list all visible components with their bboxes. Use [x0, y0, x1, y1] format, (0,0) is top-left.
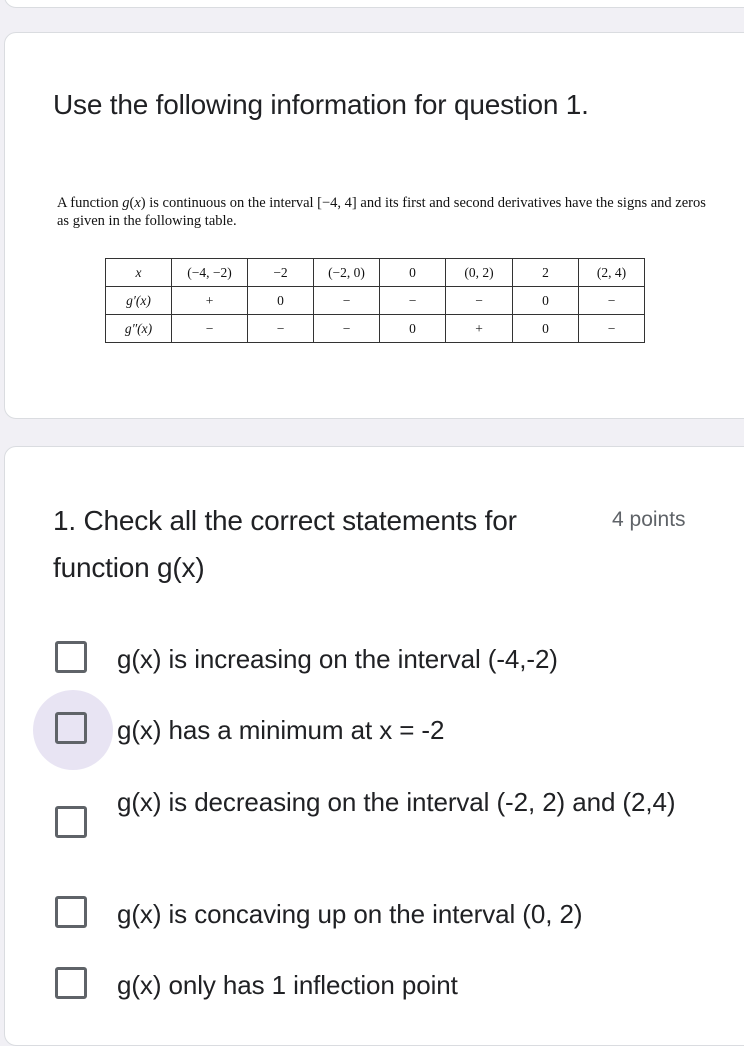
table-cell: x	[106, 259, 172, 287]
table-cell: (−4, −2)	[172, 259, 248, 287]
table-cell: 2	[513, 259, 579, 287]
table-cell: −	[248, 315, 314, 343]
info-text: A function g(x) is continuous on the interval [−4, 4] and its first and second derivatives have the signs and zeros as given in the following table.	[57, 195, 706, 229]
checkbox-container[interactable]	[53, 710, 93, 750]
option-item[interactable]	[53, 894, 693, 934]
table-cell: (0, 2)	[446, 259, 513, 287]
table-cell: −2	[248, 259, 314, 287]
table-cell: −	[446, 287, 513, 315]
checkbox-container[interactable]	[53, 804, 93, 844]
option-label[interactable]: g(x) only has 1 inflection point	[117, 970, 458, 1000]
option-item[interactable]	[53, 782, 693, 844]
table-cell: g″(x)	[106, 315, 172, 343]
info-card	[4, 32, 744, 419]
table-cell: −	[579, 287, 645, 315]
option-item[interactable]	[53, 965, 693, 1005]
section-title: Use the following information for question 1.	[53, 89, 589, 120]
table-cell: +	[172, 287, 248, 315]
checkbox[interactable]	[55, 967, 87, 999]
table-cell: −	[380, 287, 446, 315]
table-header-row	[106, 259, 645, 287]
table-cell: g′(x)	[106, 287, 172, 315]
previous-card	[4, 0, 744, 8]
option-label[interactable]: g(x) is increasing on the interval (-4,-2)	[117, 644, 558, 674]
option-item[interactable]	[53, 710, 693, 750]
table-row	[106, 315, 645, 343]
checkbox-container[interactable]	[53, 894, 93, 934]
derivative-sign-table	[105, 258, 645, 343]
table-cell: 0	[380, 315, 446, 343]
table-cell: −	[172, 315, 248, 343]
checkbox[interactable]	[55, 806, 87, 838]
table-cell: +	[446, 315, 513, 343]
table-cell: 0	[513, 315, 579, 343]
table-cell: 0	[248, 287, 314, 315]
table-cell: (2, 4)	[579, 259, 645, 287]
option-label[interactable]: g(x) is decreasing on the interval (-2, 2) and (2,4)	[117, 787, 676, 817]
checkbox-container[interactable]	[53, 639, 93, 679]
table-cell: −	[314, 287, 380, 315]
table-cell: −	[579, 315, 645, 343]
option-item[interactable]	[53, 639, 693, 679]
table-cell: −	[314, 315, 380, 343]
table-cell: (−2, 0)	[314, 259, 380, 287]
checkbox[interactable]	[55, 712, 87, 744]
points-label: 4 points	[612, 508, 686, 531]
checkbox[interactable]	[55, 896, 87, 928]
table-cell: 0	[513, 287, 579, 315]
question-title: 1. Check all the correct statements for function g(x)	[53, 505, 517, 583]
option-label[interactable]: g(x) is concaving up on the interval (0, 2)	[117, 899, 583, 929]
table-cell: 0	[380, 259, 446, 287]
checkbox-container[interactable]	[53, 965, 93, 1005]
option-label[interactable]: g(x) has a minimum at x = -2	[117, 715, 445, 745]
table-row	[106, 287, 645, 315]
checkbox[interactable]	[55, 641, 87, 673]
question-card	[4, 446, 744, 1046]
